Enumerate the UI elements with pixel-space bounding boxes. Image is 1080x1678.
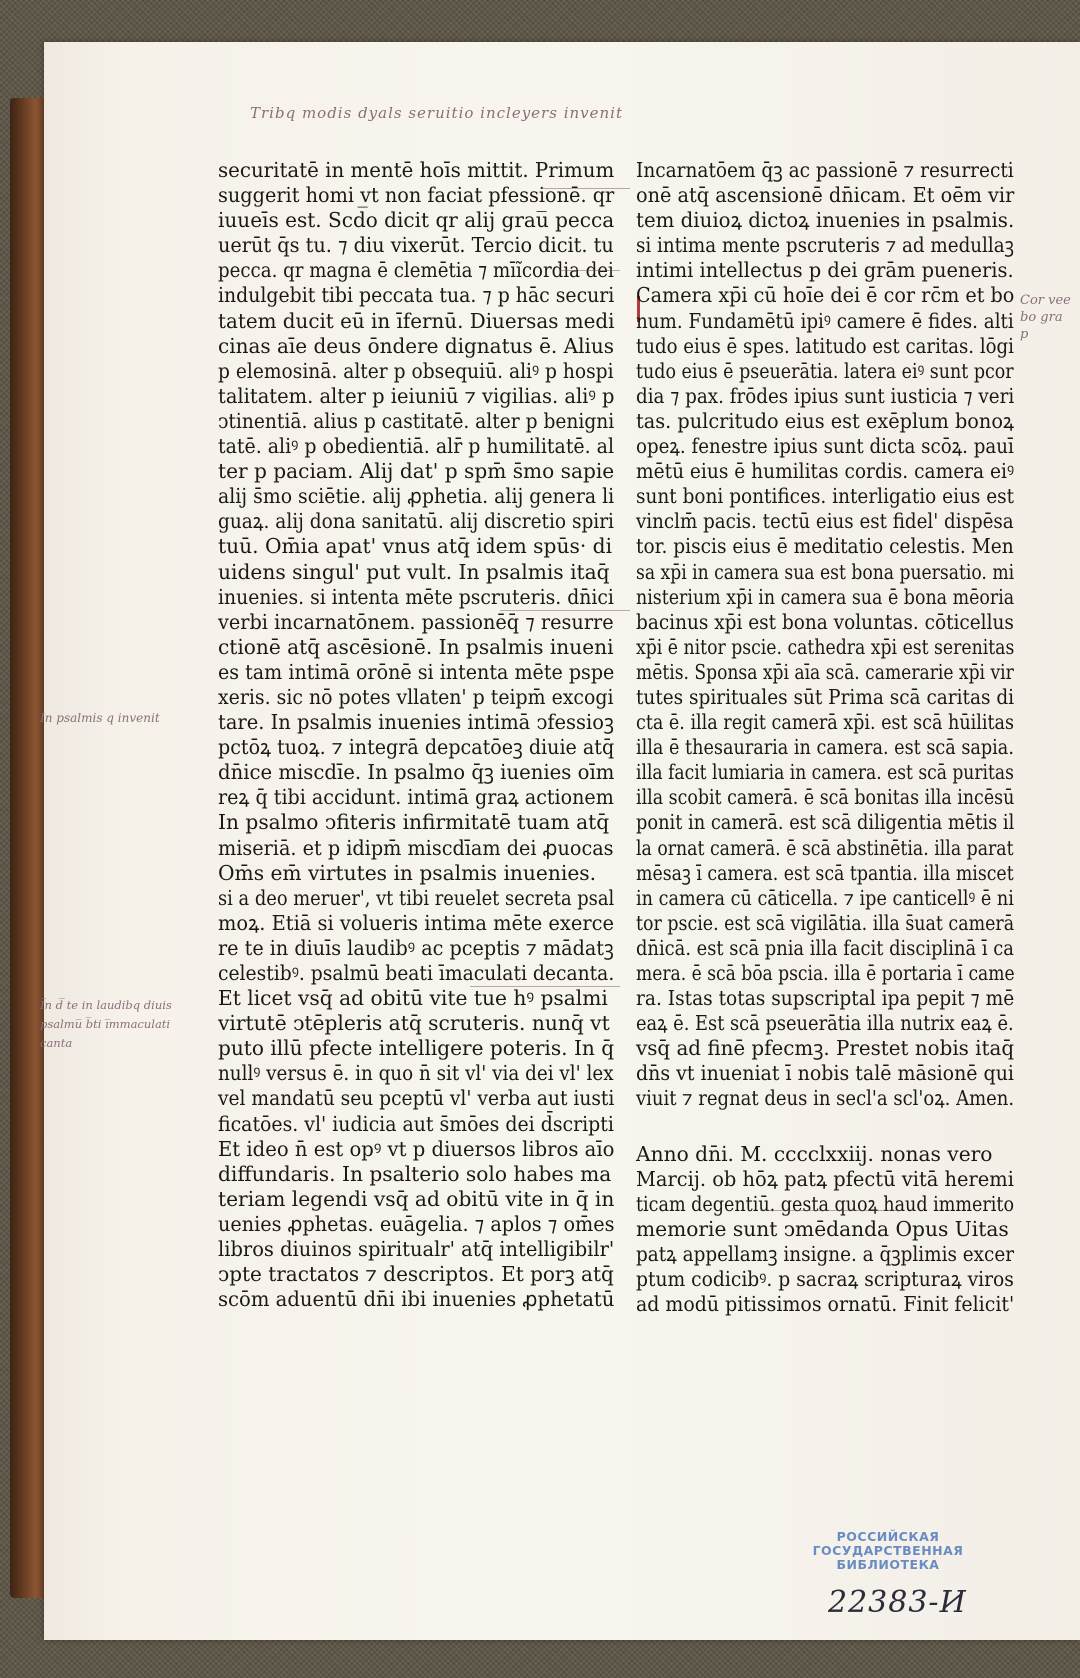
- text-line: teriam legendi vsq̄ ad obitū vite in q̄ in: [218, 1186, 615, 1211]
- text-line: sa xp̄i in camera sua est bona puersatio. mi: [636, 559, 1015, 584]
- text-line: ↄtinentiā. alius p castitatē. alter p benigni: [218, 408, 615, 433]
- text-line: p elemosinā. alter p obsequiū. aliꝰ p hospi: [218, 358, 614, 383]
- text-line: tas. pulcritudo eius est exēplum bonoꝝ: [636, 408, 1015, 433]
- left-marginal-note-2: [40, 996, 172, 1053]
- right-margin-line: p: [1020, 327, 1029, 342]
- text-line: mētis. Sponsa xp̄i aīa scā. camerarie xp̄i vir: [636, 659, 1014, 684]
- left-margin-line: I̅n d̅ te in laudibq diuis: [40, 998, 172, 1012]
- text-line: pecca. qr magna ē clemētia ⁊ mīĩcordia dei: [218, 258, 614, 283]
- text-line: Incarnatōem q̄ꝫ ac passionē ⁊ resurrecti: [636, 158, 1014, 182]
- left-margin-line: canta: [40, 1036, 73, 1050]
- text-line: Om̄s em̄ virtutes in psalmis inuenies.: [218, 860, 597, 885]
- text-line: ficatōes. vl' iudicia aut s̄mōes dei d̄scripti: [218, 1111, 614, 1136]
- text-line: uerūt q̄s tu. ⁊ diu vixerūt. Tercio dicit. tu: [218, 233, 614, 258]
- text-line: reꝝ q̄ tibi accidunt. intimā graꝝ actionem: [218, 785, 614, 810]
- text-line: moꝝ. Etiā si volueris intima mēte exerce: [218, 910, 614, 935]
- text-line: memorie sunt ↄmēdanda Opus Uitas: [636, 1216, 1009, 1241]
- text-line: sunt boni pontifices. interligatio eius est: [636, 484, 1015, 509]
- text-line: tudo eius ē spes. latitudo est caritas. lōgi: [636, 333, 1014, 358]
- left-margin-line: psalmu̅ b̅ti i̅mmaculati: [40, 1017, 171, 1031]
- text-line: ra. Istas totas supscriptal ipa pepit ⁊ mē: [636, 986, 1015, 1011]
- text-line: Camera xp̄i cū hoīe dei ē cor rc̄m et bo: [636, 283, 1015, 308]
- stamp-line: БИБЛИОТЕКА: [836, 1557, 940, 1572]
- text-line: ticam degentiū. gesta quoꝝ haud immerito: [636, 1191, 1015, 1216]
- right-margin-line: bo gra: [1020, 310, 1063, 325]
- text-line: xp̄i ē nitor pscie. cathedra xp̄i est serenitas: [636, 634, 1015, 659]
- left-marginal-note-1: In psalmis q invenit: [40, 711, 160, 725]
- text-line: ↄpte tractatos ⁊ descriptos. Et porꝫ atq̄: [218, 1262, 614, 1287]
- text-line: indulgebit tibi peccata tua. ⁊ p hāc securi: [218, 283, 615, 308]
- text-line: alij s̄mo sciētie. alij ꝓphetia. alij genera li: [218, 484, 615, 509]
- left-text-column: [218, 158, 618, 1312]
- stamp-line: РОССИЙСКАЯ: [836, 1529, 940, 1544]
- text-line: uidens singul' put vult. In psalmis itaq̄: [218, 559, 610, 584]
- text-line: uenies ꝓphetas. euāgelia. ⁊ aplos ⁊ om̄es: [218, 1211, 615, 1236]
- text-line: Et licet vsq̄ ad obitū vite tue hꝰ psalmi: [218, 986, 608, 1011]
- text-line: guaꝝ. alij dona sanitatū. alij discretio spiri: [218, 509, 614, 534]
- pencil-line: [470, 986, 620, 987]
- text-line: eaꝝ ē. Est scā pseuerātia illa nutrix eaꝝ ē.: [636, 1011, 1014, 1036]
- text-line: re te in diuīs laudibꝰ ac pceptis ⁊ mādatꝫ: [218, 935, 614, 960]
- text-line: num. Fundamētū ipiꝰ camere ē fides. alti: [636, 308, 1014, 333]
- text-line: tem diuioꝝ dictoꝝ inuenies in psalmis.: [636, 208, 1015, 233]
- text-line: Anno dn̄i. M. cccclxxiij. nonas vero: [636, 1141, 993, 1166]
- text-line: tare. In psalmis inuenies intimā ↄfessioꝫ: [218, 710, 614, 735]
- text-line: tor pscie. est scā vigilātia. illa s̄uat camerā: [636, 910, 1015, 935]
- stamp-line: ГОСУДАРСТВЕННАЯ: [812, 1543, 964, 1558]
- right-margin-line: Cor vee: [1020, 293, 1071, 308]
- text-line: dn̄s vt inueniat ī nobis talē māsionē qui: [636, 1061, 1014, 1086]
- text-line: suggerit homi vt non faciat pfessionē. qr: [218, 183, 615, 208]
- text-line: xeris. sic nō potes vllaten' p teipm̄ excogi: [218, 684, 614, 709]
- text-line: viuit ⁊ regnat deus in secl'a scl'oꝝ. Amen.: [636, 1086, 1015, 1111]
- text-line: onē atq̄ ascensionē dn̄icam. Et oēm vir: [636, 183, 1015, 208]
- top-marginal-note: Tribq modis dyals seruitio incleyers invenit: [250, 104, 623, 122]
- text-line: tutes spirituales sūt Prima scā caritas di: [636, 684, 1015, 709]
- text-line: ctionē atq̄ ascēsionē. In psalmis inueni: [218, 634, 614, 659]
- text-line: In psalmo ↄfiteris infirmitatē tuam atq̄: [218, 810, 610, 835]
- text-line: intimi intellectus p dei grām pueneris.: [636, 258, 1014, 283]
- text-line: inuenies. si intenta mēte pscruteris. dn̄ici: [218, 584, 614, 609]
- text-line: tatem ducit eū in īfernū. Diuersas medi: [218, 308, 615, 333]
- text-line: celestibꝰ. psalmū beati īmaculati decanta.: [218, 961, 615, 985]
- text-line: talitatem. alter p ieiuniū ⁊ vigilias. aliꝰ p: [218, 383, 615, 408]
- text-line: tuū. Om̄ia apat' vnus atq̄ idem spūs· di: [218, 534, 613, 559]
- text-line: vinclm̄ pacis. tectū eius est fidel' dispēsa: [636, 509, 1014, 534]
- text-line: miseriā. et p idipm̄ miscdīam dei ꝓuocas: [218, 835, 614, 860]
- pencil-line: [500, 610, 630, 611]
- text-line: illa facit lumiaria in camera. est scā puritas: [636, 760, 1014, 785]
- text-line: si intima mente pscruteris ⁊ ad medullaꝫ: [636, 233, 1015, 258]
- text-line: Et ideo n̄ est opꝰ vt p diuersos libros aīo: [218, 1136, 615, 1161]
- pencil-line: [560, 270, 620, 271]
- text-line: opeꝝ. fenestre ipius sunt dicta scōꝝ. pauī: [636, 434, 1014, 459]
- text-line: vsq̄ ad finē pfecmꝫ. Prestet nobis itaq̄: [636, 1036, 1015, 1061]
- text-line: mera. ē scā bōa pscia. illa ē portaria ī came: [636, 961, 1015, 985]
- text-line: cinas aīe deus ōndere dignatus ē. Alius: [218, 333, 614, 358]
- text-line: illa ē thesauraria in camera. est scā sapia.: [636, 735, 1014, 760]
- right-text-column: [636, 158, 1016, 1317]
- text-line: ptum codicibꝰ. p sacraꝝ scripturaꝝ viros: [636, 1267, 1014, 1292]
- text-line: dn̄ice miscdīe. In psalmo q̄ꝫ iuenies oīm: [218, 760, 615, 785]
- text-line: tudo eius ē pseuerātia. latera eiꝰ sunt pcor: [636, 358, 1014, 383]
- shelfmark-number: 22383-И: [828, 1585, 967, 1620]
- text-line: dn̄icā. est scā pnia illa facit disciplinā ī ca: [636, 935, 1014, 960]
- paragraph-gap: [636, 1112, 1016, 1142]
- text-line: libros diuinos spiritualr' atq̄ intelligibilr': [218, 1237, 615, 1262]
- text-line: verbi incarnatōnem. passionēq̄ ⁊ resurre: [218, 609, 614, 634]
- text-line: puto illū pfecte intelligere poteris. In q̄: [218, 1036, 615, 1061]
- text-line: vel mandatū seu pceptū vl' verba aut iusti: [218, 1086, 615, 1111]
- pencil-line: [760, 1210, 900, 1211]
- text-line: illa scobit camerā. ē scā bonitas illa incēsū: [636, 785, 1015, 810]
- text-line: scōm aduentū dn̄i ibi inuenies ꝓphetatū: [218, 1287, 615, 1312]
- text-line: tatē. aliꝰ p obedientiā. alr̄ p humilitatē. al: [218, 434, 615, 459]
- text-line: mēsaꝫ ī camera. est scā tpantia. illa miscet: [636, 860, 1014, 885]
- text-line: securitatē in mentē hoīs mittit. Primum: [218, 158, 615, 182]
- text-line: ter p paciam. Alij dat' p spm̄ s̄mo sapie: [218, 459, 615, 484]
- text-line: bacinus xp̄i est bona voluntas. cōticellus: [636, 609, 1014, 634]
- text-line: si a deo meruer', vt tibi reuelet secreta psal: [218, 885, 615, 910]
- text-line: patꝝ appellamꝫ insigne. a q̄ꝫplimis excer: [636, 1241, 1015, 1266]
- text-line: tor. piscis eius ē meditatio celestis. Men: [636, 534, 1014, 559]
- text-line: ponit in camerā. est scā diligentia mētis il: [636, 810, 1015, 835]
- text-line: Marcij. ob hōꝝ patꝝ pfectū vitā heremi: [636, 1166, 1014, 1191]
- text-line: mētū eius ē humilitas cordis. camera eiꝰ: [636, 459, 1015, 484]
- text-line: virtutē ↄtēpleris atq̄ scruteris. nunq̄ vt: [218, 1011, 610, 1036]
- text-line: nullꝰ versus ē. in quo n̄ sit vl' via dei vl' lex: [218, 1061, 614, 1086]
- text-line: es tam intimā orōnē si intenta mēte pspe: [218, 659, 615, 684]
- text-line: cta ē. illa regit camerā xp̄i. est scā hūilitas: [636, 710, 1014, 735]
- text-line: diffundaris. In psalterio solo habes ma: [218, 1161, 612, 1186]
- text-line: la ornat camerā. ē scā abstinētia. illa parat: [636, 835, 1014, 860]
- text-line: pctōꝝ tuoꝝ. ⁊ integrā depcatōeꝫ diuie atq̄: [218, 735, 615, 760]
- text-line: dia ⁊ pax. frōdes ipius sunt iusticia ⁊ veri: [636, 383, 1015, 408]
- text-line: iuueīs est. Scd̅o dicit qr alij grau̅ pecca: [218, 208, 615, 233]
- right-marginal-note: [1020, 292, 1071, 343]
- text-line: nisterium xp̄i in camera sua ē bona mēoria: [636, 584, 1015, 609]
- text-line: ad modū pitissimos ornatū. Finit felicit': [636, 1292, 1015, 1317]
- library-stamp: [808, 1530, 968, 1572]
- text-line: in camera cū cāticella. ⁊ ipe canticellꝰ ē ni: [636, 885, 1014, 910]
- pencil-line: [540, 188, 630, 189]
